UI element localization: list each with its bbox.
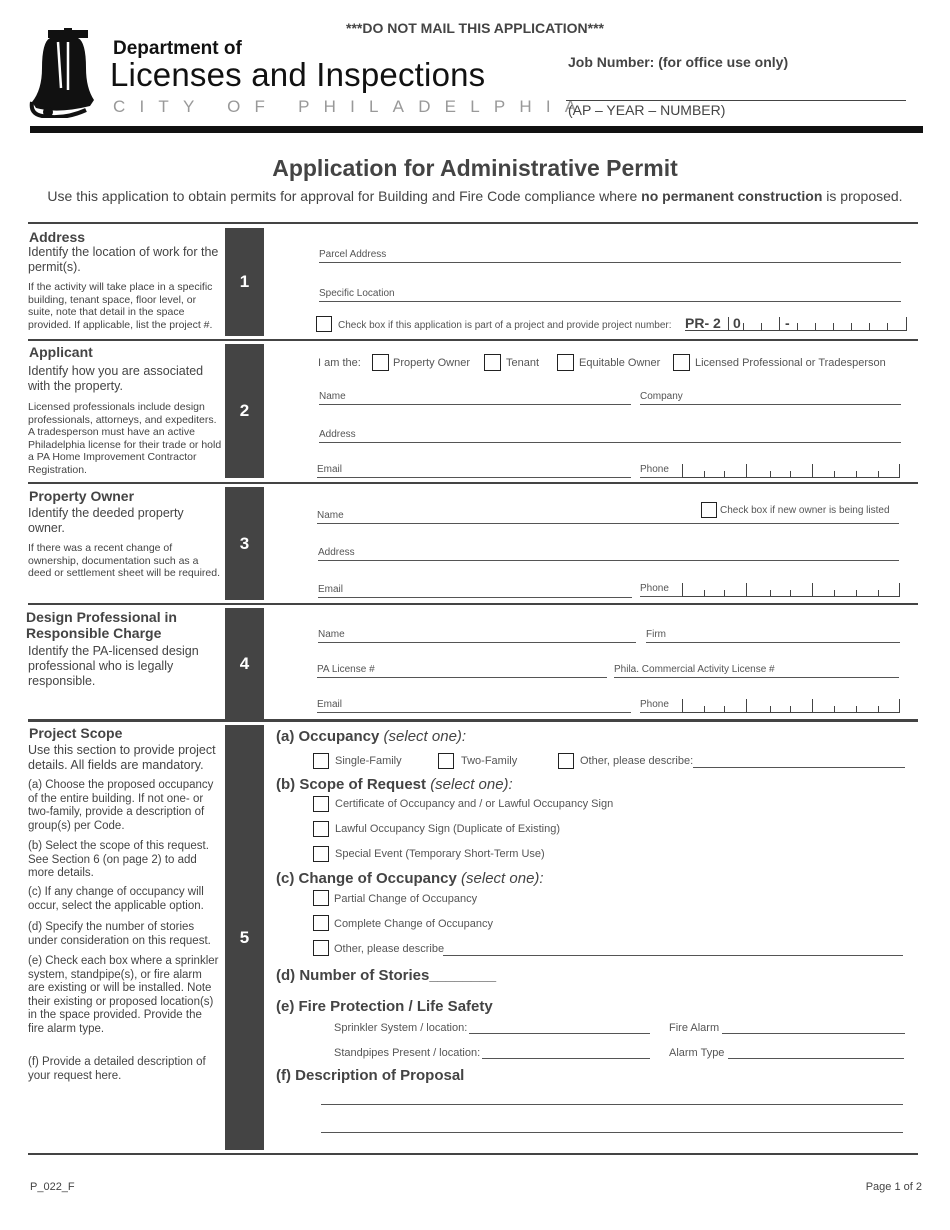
designer-firm-field[interactable]: Firm (646, 629, 900, 643)
section-1-heading: Address (29, 229, 86, 245)
section-divider (28, 339, 918, 341)
section-2-number: 2 (225, 344, 264, 478)
section-divider (28, 482, 918, 484)
owner-address-field[interactable]: Address (318, 547, 899, 561)
bottom-divider (28, 1153, 918, 1155)
scope-duplicate-sign-checkbox[interactable] (313, 821, 329, 837)
occupancy-single-family-checkbox[interactable] (313, 753, 329, 769)
section-2-heading: Applicant (29, 344, 93, 360)
section-5-number: 5 (225, 725, 264, 1150)
designer-phone-input[interactable] (682, 699, 900, 713)
project-dash: - (785, 315, 790, 331)
owner-name-field[interactable]: Name (317, 510, 899, 524)
city-name: CITY OF PHILADELPHIA (113, 97, 591, 116)
applicant-address-field[interactable]: Address (319, 429, 901, 443)
owner-email-field[interactable]: Email (318, 584, 632, 598)
section-3-number: 3 (225, 487, 264, 600)
alarm-type-label: Alarm Type (669, 1047, 725, 1059)
role-property-owner-label: Property Owner (393, 357, 471, 369)
section-2-subtitle: Identify how you are associated with the property. (28, 364, 204, 393)
role-tenant-label: Tenant (506, 357, 540, 369)
section-3-heading: Property Owner (29, 488, 135, 504)
fire-alarm-label: Fire Alarm (669, 1022, 720, 1034)
job-number-label: Job Number: (for office use only) (568, 54, 789, 70)
intro-text: Use this application to obtain permits for approval for Building and Fire Code compliance where no permanent construction is proposed. (47, 188, 903, 204)
section-4-number: 4 (225, 608, 264, 719)
section-5-heading: Project Scope (29, 725, 123, 741)
dept-line1: Department of (113, 38, 242, 59)
sprinkler-label: Sprinkler System / location: (334, 1022, 468, 1034)
scope-special-event-label: Special Event (Temporary Short-Term Use) (335, 848, 545, 860)
section-1-note: If the activity will take place in a specific building, tenant space, floor level, or suite, note that detail in the space provided. If applicable, list the project #. (28, 281, 213, 331)
page-number: Page 1 of 2 (865, 1181, 922, 1193)
project-year-digit: 0 (733, 315, 741, 331)
job-number-input[interactable] (566, 100, 906, 101)
section-divider (28, 719, 918, 722)
description-line-2[interactable] (321, 1132, 903, 1133)
designer-email-field[interactable]: Email (317, 699, 631, 713)
commercial-license-field[interactable]: Phila. Commercial Activity License # (614, 664, 899, 678)
role-licensed-professional-checkbox[interactable] (673, 354, 690, 371)
occupancy-single-family-label: Single-Family (335, 755, 402, 767)
project-number-input[interactable] (685, 317, 907, 331)
change-partial-label: Partial Change of Occupancy (334, 893, 478, 905)
applicant-phone-input[interactable] (682, 464, 900, 478)
section-divider (28, 222, 918, 224)
designer-name-field[interactable]: Name (318, 629, 636, 643)
role-equitable-owner-checkbox[interactable] (557, 354, 574, 371)
specific-location-field[interactable]: Specific Location (319, 288, 901, 302)
occupancy-other-label: Other, please describe: (580, 755, 694, 767)
scope-heading: (b) Scope of Request (select one): (276, 776, 513, 793)
change-other-checkbox[interactable] (313, 940, 329, 956)
applicant-email-field[interactable]: Email (317, 464, 631, 478)
project-checkbox-label: Check box if this application is part of a project and provide project number: (338, 320, 672, 331)
scope-duplicate-sign-label: Lawful Occupancy Sign (Duplicate of Existing) (335, 823, 560, 835)
section-2-note: Licensed professionals include design professionals, attorneys, and expediters. A tradesperson must have an active Philadelphia license for their trade or hold a PA Home Improvement Contractor Registration. (28, 401, 222, 476)
section-5-note-c: (c) If any change of occupancy will occur, select the applicable option. (28, 886, 204, 912)
occupancy-other-input[interactable] (693, 767, 905, 768)
alarm-type-input[interactable] (728, 1058, 904, 1059)
dept-name: Licenses and Inspections (110, 56, 486, 93)
change-partial-checkbox[interactable] (313, 890, 329, 906)
section-5-note-a: (a) Choose the proposed occupancy of the entire building. If not one- or two-family, provide a description of group(s) per Code. (28, 779, 214, 832)
role-licensed-professional-label: Licensed Professional or Tradesperson (695, 357, 886, 369)
liberty-bell-logo-icon (28, 28, 106, 118)
section-3-note: If there was a recent change of ownership, documentation such as a deed or settlement sheet will be required. (28, 542, 221, 579)
section-5-note-d: (d) Specify the number of stories under consideration on this request. (28, 921, 211, 947)
scope-co-checkbox[interactable] (313, 796, 329, 812)
section-4-subtitle: Identify the PA-licensed design professional who is legally responsible. (28, 644, 199, 688)
owner-phone-label: Phone (640, 583, 682, 597)
job-number-format: (AP – YEAR – NUMBER) (568, 102, 726, 118)
project-prefix: PR- 2 (685, 315, 721, 331)
change-complete-checkbox[interactable] (313, 915, 329, 931)
applicant-name-field[interactable]: Name (319, 391, 631, 405)
parcel-address-field[interactable]: Parcel Address (319, 249, 901, 263)
scope-special-event-checkbox[interactable] (313, 846, 329, 862)
role-property-owner-checkbox[interactable] (372, 354, 389, 371)
occupancy-heading: (a) Occupancy (select one): (276, 728, 467, 745)
applicant-phone-label: Phone (640, 464, 682, 478)
pa-license-field[interactable]: PA License # (317, 664, 607, 678)
description-heading: (f) Description of Proposal (276, 1067, 465, 1084)
change-occupancy-heading: (c) Change of Occupancy (select one): (276, 870, 544, 887)
role-equitable-owner-label: Equitable Owner (579, 357, 661, 369)
section-5-note-e: (e) Check each box where a sprinkler system, standpipe(s), or fire alarm are existing or will be installed. Note their existing or proposed location(s) in the space provided. Provide the fire alarm type. (28, 955, 219, 1035)
page-title: Application for Administrative Permit (272, 155, 678, 181)
standpipes-input[interactable] (482, 1058, 650, 1059)
i-am-label: I am the: (318, 357, 361, 369)
change-complete-label: Complete Change of Occupancy (334, 918, 493, 930)
form-id: P_022_F (30, 1181, 75, 1193)
fire-alarm-input[interactable] (722, 1033, 905, 1034)
change-other-label: Other, please describe (334, 943, 445, 955)
fire-protection-heading: (e) Fire Protection / Life Safety (276, 998, 493, 1015)
sprinkler-input[interactable] (469, 1033, 650, 1034)
applicant-company-field[interactable]: Company (640, 391, 901, 405)
section-1-number: 1 (225, 228, 264, 336)
section-3-subtitle: Identify the deeded property owner. (28, 506, 184, 535)
section-5-note-f: (f) Provide a detailed description of your request here. (28, 1056, 206, 1082)
standpipes-label: Standpipes Present / location: (334, 1047, 481, 1059)
section-5-subtitle: Use this section to provide project details. All fields are mandatory. (28, 743, 216, 772)
header-divider (30, 126, 923, 133)
occupancy-two-family-label: Two-Family (461, 755, 518, 767)
project-checkbox[interactable] (316, 316, 332, 332)
section-1-subtitle: Identify the location of work for the permit(s). (28, 245, 219, 274)
section-5-note-b: (b) Select the scope of this request. See Section 6 (on page 2) to add more details. (28, 840, 209, 879)
section-4-heading: Design Professional in Responsible Charge (26, 609, 177, 641)
number-of-stories-field[interactable]: (d) Number of Stories________ (276, 967, 497, 984)
occupancy-other-checkbox[interactable] (558, 753, 574, 769)
occupancy-two-family-checkbox[interactable] (438, 753, 454, 769)
description-line-1[interactable] (321, 1104, 903, 1105)
do-not-mail-notice: ***DO NOT MAIL THIS APPLICATION*** (346, 20, 604, 36)
owner-phone-input[interactable] (682, 583, 900, 597)
new-owner-label: Check box if new owner is being listed (720, 505, 890, 516)
designer-phone-label: Phone (640, 699, 682, 713)
role-tenant-checkbox[interactable] (484, 354, 501, 371)
change-other-input[interactable] (443, 955, 903, 956)
section-divider (28, 603, 918, 605)
scope-co-label: Certificate of Occupancy and / or Lawful Occupancy Sign (335, 798, 614, 810)
